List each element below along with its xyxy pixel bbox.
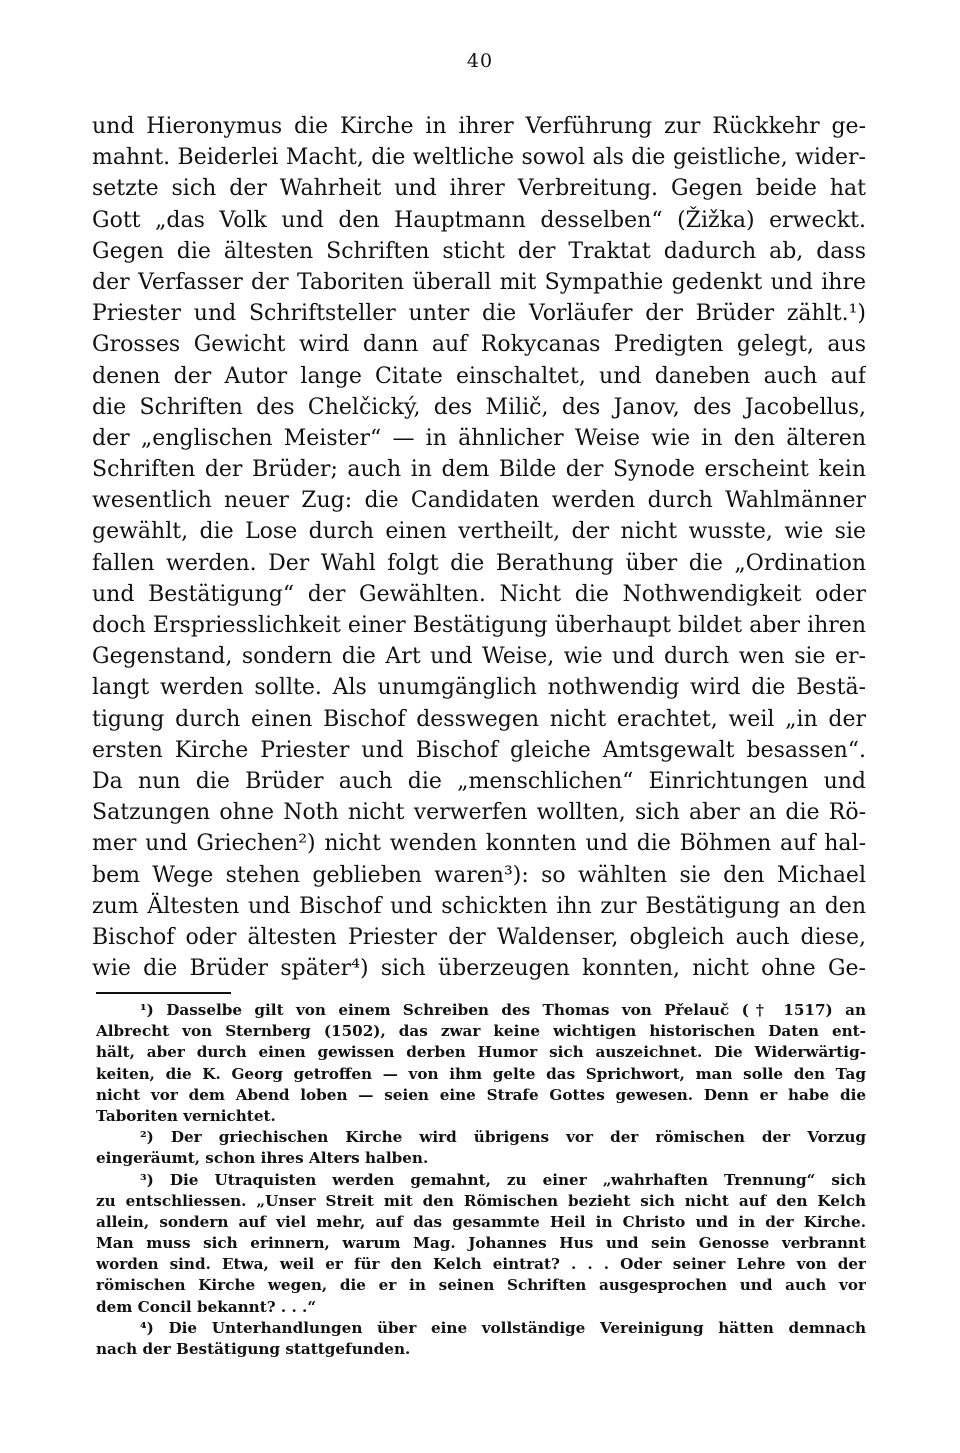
footnote-line: nicht vor dem Abend loben — seien eine Strafe Gottes gewesen. Denn er habe die <box>96 1085 866 1104</box>
text-line: Priester und Schriftsteller unter die Vorläufer der Brüder zählt.¹) <box>92 301 866 327</box>
footnote-line: nach der Bestätigung stattgefunden. <box>96 1340 411 1358</box>
text-line: gewählt, die Lose durch einen vertheilt, der nicht wusste, wie sie <box>92 519 866 545</box>
footnote-line: allein, sondern auf viel mehr, auf das gesammte Heil in Christo und in der Kirche. <box>96 1212 866 1231</box>
footnote-line: zu entschliessen. „Unser Streit mit den Römischen bezieht sich nicht auf den Kelch <box>96 1191 866 1210</box>
footnote-line: hält, aber durch einen gewissen derben Humor sich auszeichnet. Die Widerwärtig- <box>96 1043 866 1062</box>
footnotes <box>96 1000 866 1360</box>
text-line: bem Wege stehen geblieben waren³): so wählten sie den Michael <box>92 862 866 888</box>
footnote-line: ²) Der griechischen Kirche wird übrigens vor der römischen der Vorzug <box>140 1128 866 1147</box>
footnote-line: Taboriten vernichtet. <box>96 1106 276 1125</box>
text-line: Gegen die ältesten Schriften sticht der Traktat dadurch ab, dass <box>92 238 866 264</box>
text-line: wie die Brüder später⁴) sich überzeugen konnten, nicht ohne Ge- <box>92 956 866 982</box>
text-line: doch Erspriesslichkeit einer Bestätigung überhaupt bildet aber ihren <box>92 613 866 638</box>
text-line: zum Ältesten und Bischof und schickten ihn zur Bestätigung an den <box>92 893 866 919</box>
text-line: fallen werden. Der Wahl folgt die Berathung über die „Ordination <box>92 550 866 576</box>
text-line: Bischof oder ältesten Priester der Waldenser, obgleich auch diese, <box>92 924 866 950</box>
footnote-line: eingeräumt, schon ihres Alters halben. <box>96 1149 429 1168</box>
text-line: der „englischen Meister“ — in ähnlicher Weise wie in den älteren <box>92 425 866 451</box>
text-line: der Verfasser der Taboriten überall mit Sympathie gedenkt und ihre <box>92 269 866 295</box>
text-line: denen der Autor lange Citate einschaltet, und daneben auch auf <box>92 363 866 389</box>
text-line: setzte sich der Wahrheit und ihrer Verbreitung. Gegen beide hat <box>92 176 866 202</box>
text-line: die Schriften des Chelčický, des Milič, des Janov, des Jacobellus, <box>92 394 866 420</box>
text-line: und Hieronymus die Kirche in ihrer Verführung zur Rückkehr ge- <box>92 114 866 139</box>
text-line: Gegenstand, sondern die Art und Weise, wie und durch wen sie er- <box>92 644 866 670</box>
footnote-line: worden sind. Etwa, weil er für den Kelch eintrat? . . . Oder seiner Lehre von der <box>96 1255 866 1274</box>
footnote-separator <box>96 992 231 994</box>
footnote-line: ¹) Dasselbe gilt von einem Schreiben des Thomas von Přelauč († 1517) an <box>140 1001 866 1019</box>
footnote-line: Man muss sich erinnern, warum Mag. Johannes Hus und sein Genosse verbrannt <box>96 1234 866 1253</box>
text-line: Grosses Gewicht wird dann auf Rokycanas Predigten gelegt, aus <box>92 332 866 358</box>
text-line: langt werden sollte. Als unumgänglich nothwendig wird die Bestä- <box>92 675 866 701</box>
text-line: Satzungen ohne Noth nicht verwerfen wollten, sich aber an die Rö- <box>92 800 866 826</box>
text-line: und Bestätigung“ der Gewählten. Nicht die Nothwendigkeit oder <box>92 581 866 607</box>
text-line: Da nun die Brüder auch die „menschlichen“ Einrichtungen und <box>92 768 866 794</box>
page-number: 40 <box>466 50 494 72</box>
text-line: ersten Kirche Priester und Bischof gleiche Amtsgewalt besassen“. <box>92 737 866 763</box>
footnote-line: keiten, die K. Georg getroffen — von ihm gelte das Sprichwort, man solle den Tag <box>96 1064 866 1083</box>
main-text <box>92 111 866 984</box>
footnote-line: Albrecht von Sternberg (1502), das zwar keine wichtigen historischen Daten ent- <box>96 1022 866 1041</box>
text-line: Gott „das Volk und den Hauptmann desselben“ (Žižka) erweckt. <box>92 207 866 233</box>
text-line: mahnt. Beiderlei Macht, die weltliche sowol als die geistliche, wider- <box>92 145 866 171</box>
footnote-line: ³) Die Utraquisten werden gemahnt, zu einer „wahrhaften Trennung“ sich <box>140 1170 866 1189</box>
text-line: tigung durch einen Bischof desswegen nicht erachtet, weil „in der <box>92 706 866 732</box>
text-line: Schriften der Brüder; auch in dem Bilde der Synode erscheint kein <box>92 457 866 483</box>
footnote-line: römischen Kirche wegen, die er in seinen Schriften ausgesprochen und auch vor <box>96 1276 866 1295</box>
text-line: mer und Griechen²) nicht wenden konnten und die Böhmen auf hal- <box>92 831 866 857</box>
footnote-line: dem Concil bekannt? . . .“ <box>96 1297 317 1316</box>
footnote-line: ⁴) Die Unterhandlungen über eine vollständige Vereinigung hätten demnach <box>140 1318 866 1337</box>
text-line: wesentlich neuer Zug: die Candidaten werden durch Wahlmänner <box>92 488 866 514</box>
